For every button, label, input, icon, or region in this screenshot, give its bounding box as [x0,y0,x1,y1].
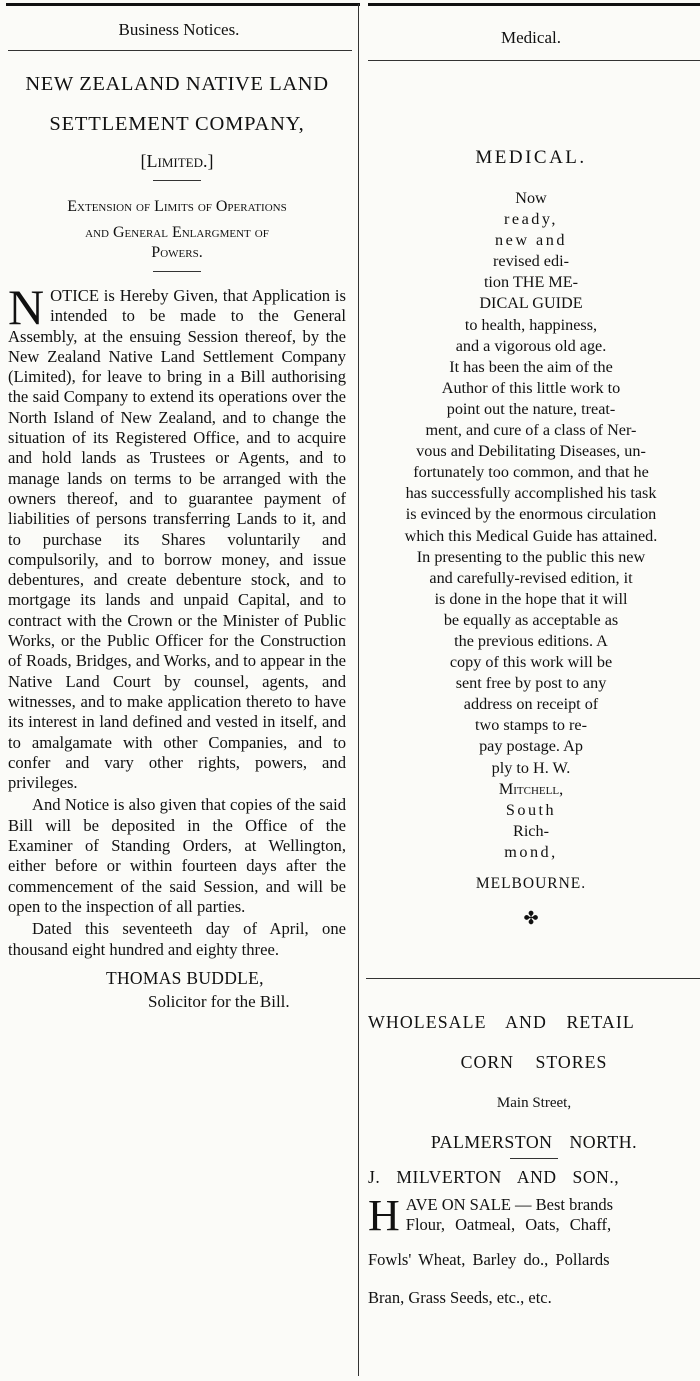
notice-paragraph-2: And Notice is also given that copies of the said Bill will be deposited in the Office of the Examiner of Standing Orders, at Wellington, either before or within fourteen days after the commencement of the said Session, and will be open to the inspection of all parties. [8,795,346,916]
extension-line1: Extension of Limits of Operations [67,198,287,215]
medical-text-line: be equally as acceptable as [443,610,619,629]
company-name-line2: SETTLEMENT COMPANY, [49,113,305,135]
medical-text-line: tion THE ME- [483,273,579,292]
medical-text-line: It has been the aim of the [449,357,613,376]
short-rule [153,271,201,272]
medical-text-line: which this Medical Guide has attained. [404,526,658,545]
medical-text-line: and a vigorous old age. [455,336,607,355]
medical-text-line: fortunately too common, and that he [413,463,649,482]
short-rule [510,1158,558,1159]
column-divider [358,4,359,1376]
dated-paragraph: Dated this seventeeth day of April, one thousand eight hundred and eighty three. [8,919,346,959]
ornament-icon: ✤ [523,908,539,928]
medical-text-line: Rich- [513,821,549,840]
medical-text-line: DICAL GUIDE [479,294,583,313]
medical-text-line: address on receipt of [463,695,599,714]
medical-text-line: In presenting to the public this new [416,547,646,566]
section-header-business: Business Notices. [118,20,240,39]
section-header-medical: Medical. [501,28,561,47]
town-line: PALMERSTON NORTH. [430,1132,638,1152]
medical-text-line: two stamps to re- [475,716,587,735]
notice-text: OTICE is Hereby Given, that Application is intended to be made to the General Assembly, at the ensuing Session thereof, by the New Zealand Native Land Settlement Company (Limited), for leave to bring in a Bill authorising the said Company to extend its operations over the North Island of New Zealand, and to change the situation of its Registered Office, and to acquire and hold lands as Trustees or Agents, and to manage lands on terms to be arranged with the owners thereof, and to guarantee payment of liabilities of persons transferring Lands to it, and to purchase its Shares voluntarily and compulsorily, and to borrow money, and issue debentures, and create debenture stock, and to mortgage its lands and unpaid Capital, and to contract with the Crown or the Minister of Public Works, or the Public Officer for the Construction of Roads, Bridges, and Works, and to appear in the Native Land Court by counsel, agents, and witnesses, and to make application thereto to have its interest in land defined and vested in itself, and to amalgamate with other Companies, and to confer and vary other rights, powers, and privileges. [8,286,346,793]
notice-body [8,279,346,793]
medical-text-line: Author of this little work to [441,378,621,397]
medical-text-line: is evinced by the enormous circulation [405,505,657,524]
extension-line2: and General Enlargment of [85,224,269,241]
medical-text-line: pay postage. Ap [479,737,583,756]
medical-ad [362,146,700,929]
signer-name: THOMAS BUDDLE, [106,967,264,988]
medical-text-line: South [505,800,557,819]
medical-text-line: copy of this work will be [449,653,613,672]
have-line2: Flour, Oatmeal, Oats, Chaff, [405,1215,612,1234]
corn-stores-line: CORN STORES [460,1052,608,1072]
medical-text-line: revised edi- [493,252,569,271]
medical-text-line: mond, [504,842,558,861]
medical-text-line: to health, happiness, [464,315,598,334]
medical-text-line: sent free by post to any [455,674,607,693]
medical-text-line: is done in the hope that it will [434,589,628,608]
medical-text-line: the previous editions. A [454,631,608,650]
medical-text-line: Mitchell, [498,779,564,798]
medical-text-line: ready, [504,210,558,229]
corn-stores-ad [368,1010,700,1309]
have-on-sale [368,1191,700,1240]
extension-line3: Powers. [151,244,203,261]
medical-text-line: point out the nature, treat- [446,399,616,418]
right-column [362,0,700,1381]
medical-text-line: Now [515,189,547,207]
medical-text-line: and carefully-revised edition, it [429,568,633,587]
company-name-line1: NEW ZEALAND NATIVE LAND [25,73,329,95]
goods-line1: Fowls' Wheat, Barley do., Pollards [368,1250,610,1269]
goods-line2: Bran, Grass Seeds, etc., etc. [368,1288,552,1307]
medical-title: MEDICAL. [475,147,587,168]
company-notice [8,72,346,1014]
ad-separator [366,978,700,979]
signer-title: Solicitor for the Bill. [148,991,290,1011]
medical-text-line: ply to H. W. [491,758,571,777]
have-line1: AVE ON SALE — Best brands [405,1195,614,1214]
notice-dropcap: N [8,279,45,335]
medical-text-line: has successfully accomplished his task [405,484,657,503]
section-rule [368,60,700,61]
street-line: Main Street, [496,1095,572,1111]
medical-text [362,188,700,863]
medical-text-line: ment, and cure of a class of Ner- [425,421,637,440]
proprietor-line: J. MILVERTON AND SON., [368,1167,620,1187]
section-rule [8,50,352,51]
medical-text-line: new and [495,231,567,250]
short-rule [153,180,201,181]
medical-city: MELBOURNE. [475,875,587,892]
have-dropcap: H [368,1191,400,1240]
wholesale-line: WHOLESALE AND RETAIL [368,1012,635,1032]
medical-text-line: vous and Debilitating Diseases, un- [416,442,646,461]
limited-label: [Limited.] [140,151,214,171]
